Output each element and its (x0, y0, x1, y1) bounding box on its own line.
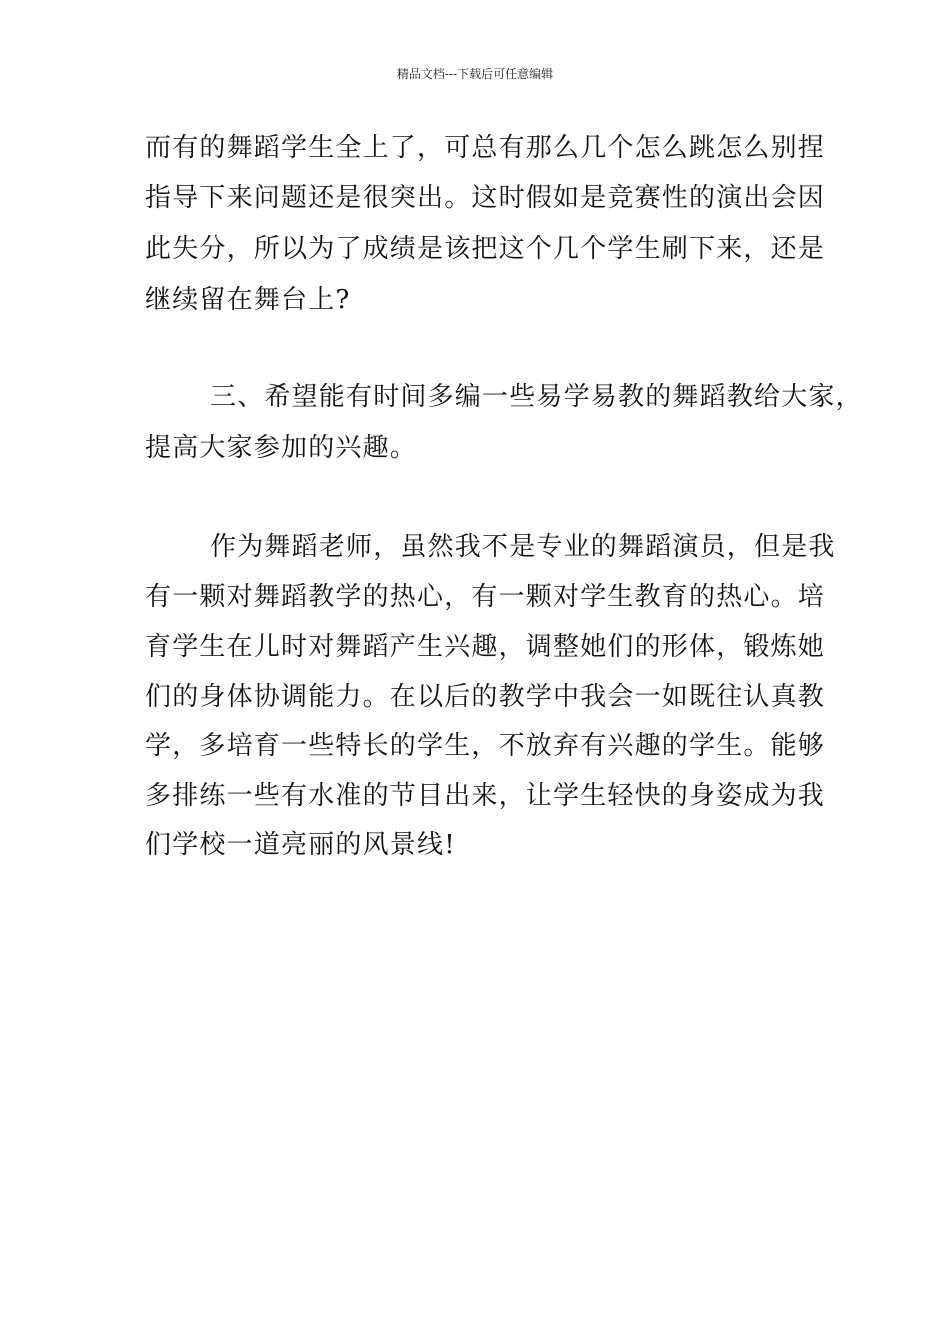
page-header: 精品文档---下载后可任意编辑 (396, 67, 554, 81)
paragraph-1-line-3: 此失分，所以为了成绩是该把这个几个学生刷下来，还是 (145, 234, 826, 264)
paragraph-3-line-4: 们的身体协调能力。在以后的教学中我会一如既往认真教 (145, 682, 826, 712)
paragraph-3-line-3: 育学生在儿时对舞蹈产生兴趣，调整她们的形体，锻炼她 (145, 632, 826, 662)
paragraph-2-line-2: 提高大家参加的兴趣。 (145, 433, 418, 463)
paragraph-1-line-1: 而有的舞蹈学生全上了，可总有那么几个怎么跳怎么别捏 (145, 133, 826, 163)
paragraph-3-line-5: 学，多培育一些特长的学生，不放弃有兴趣的学生。能够 (145, 731, 826, 761)
paragraph-1-line-2: 指导下来问题还是很突出。这时假如是竞赛性的演出会因 (145, 183, 826, 213)
paragraph-1-line-4: 继续留在舞台上? (145, 285, 351, 315)
paragraph-2-line-1: 三、希望能有时间多编一些易学易教的舞蹈教给大家， (210, 382, 863, 412)
paragraph-3-line-2: 有一颗对舞蹈教学的热心，有一颗对学生教育的热心。培 (145, 582, 826, 612)
paragraph-3-line-1: 作为舞蹈老师，虽然我不是专业的舞蹈演员，但是我 (210, 532, 836, 562)
paragraph-3-line-6: 多排练一些有水准的节目出来，让学生轻快的身姿成为我 (145, 781, 826, 811)
paragraph-3-line-7: 们学校一道亮丽的风景线! (145, 830, 456, 860)
